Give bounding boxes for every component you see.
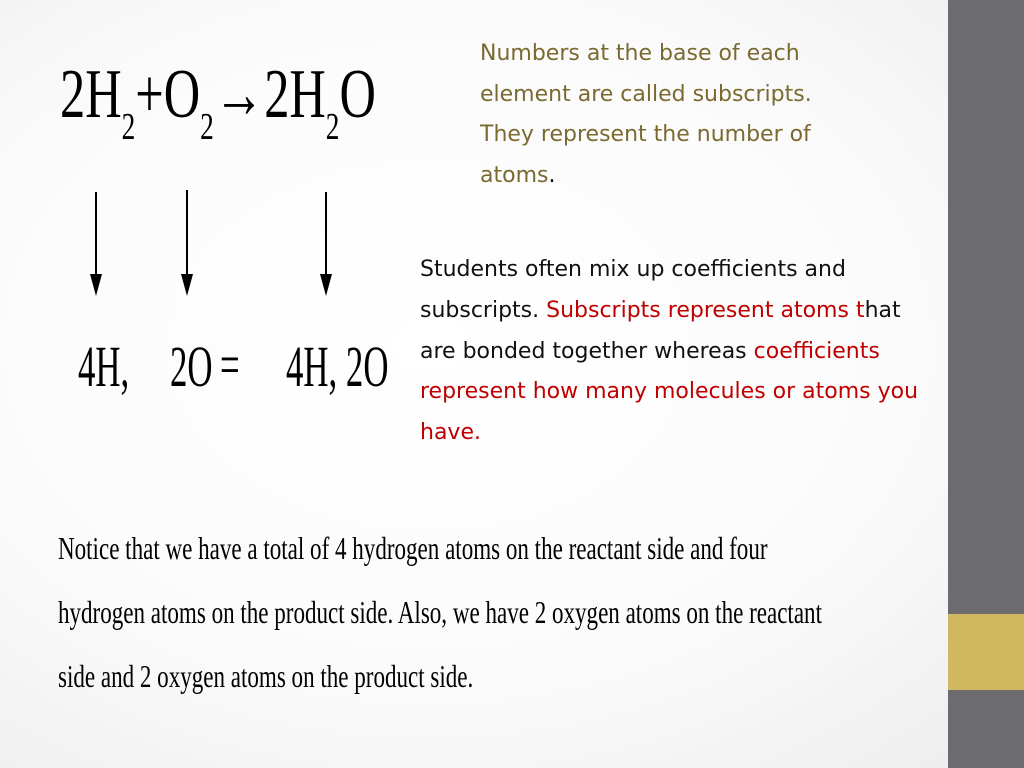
subscripts-note-period: . xyxy=(548,162,556,188)
subscript-h-product: 2 xyxy=(325,106,340,148)
subscript-o-reactant: 2 xyxy=(200,106,214,148)
atom-balance-note: Notice that we have a total of 4 hydrogen atoms on the reactant side and four hydrogen atoms on the product side. Also, we have 2 oxygen atoms on the reactant side and 2 oxygen atoms on the product side. xyxy=(58,530,822,694)
subscripts-note-text: Numbers at the base of each element are called subscripts. They represent the number of atoms xyxy=(480,41,812,188)
students-note-part1: Students often mix up coefficients and subscripts. xyxy=(420,257,846,323)
element-h-product: H xyxy=(289,56,326,133)
element-o-product: O xyxy=(339,56,376,133)
equals-sign: = xyxy=(220,332,240,397)
reaction-arrow: → xyxy=(213,56,265,133)
students-note-coefficients-red: coefficients represent how many molecules or atoms you have. xyxy=(420,338,919,446)
element-o-reactant: O xyxy=(163,56,201,133)
sidebar-accent-block xyxy=(948,614,1024,690)
students-note xyxy=(420,250,920,454)
plus-sign: + xyxy=(135,56,164,133)
students-note-part3: hat are bonded together whereas xyxy=(420,297,901,364)
atom-count-h-reactant: 4H, xyxy=(78,334,130,399)
coef-h2-reactant: 2 xyxy=(60,56,86,133)
element-h-reactant: H xyxy=(85,56,122,133)
chemical-equation xyxy=(60,56,376,148)
subscript-h-reactant: 2 xyxy=(121,106,136,148)
atom-count-product: 4H, 2O xyxy=(286,334,389,399)
atom-count-o-reactant: 2O xyxy=(170,334,213,399)
coef-h2o-product: 2 xyxy=(264,56,290,133)
subscripts-note xyxy=(480,34,840,196)
students-note-subscripts-red: Subscripts represent atoms t xyxy=(546,297,865,323)
